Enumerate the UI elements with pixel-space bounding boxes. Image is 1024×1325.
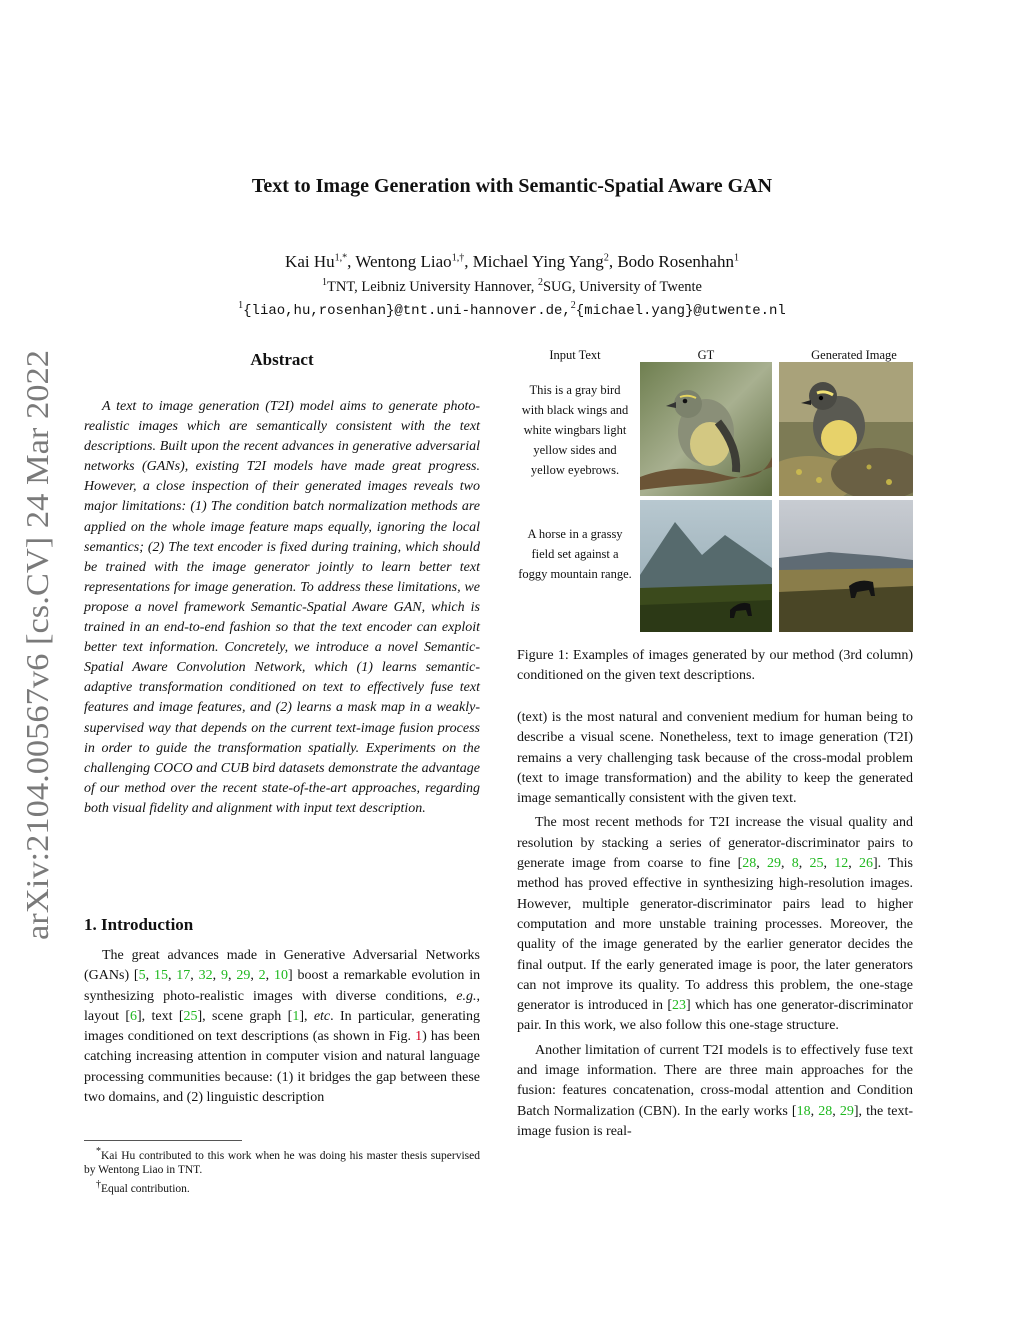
citation-link[interactable]: 28 xyxy=(742,856,757,872)
figure-col-header-generated: Generated Image xyxy=(811,348,897,362)
footnote-1: *Kai Hu contributed to this work when he was doing his master thesis supervised by Wentong Liao in TNT. xyxy=(84,1146,480,1177)
intro-paragraph: The great advances made in Generative Adversarial Networks (GANs) [5, 15, 17, 32, 9, 29, 2, 10] boost a remarkable evolution in synthesizing photo-realistic images with diverse conditions, e.g., layout [6], text [25], scene graph [1], etc. In particular, generating images conditioned on text descriptions (as shown in Fig. 1) has been catching increasing attention in computer vision and natural language processing communities because: (1) it bridges the gap between these two domains, and (2) linguistic description xyxy=(84,948,481,1106)
citation-link[interactable]: 25 xyxy=(809,856,824,872)
paper-title: Text to Image Generation with Semantic-Spatial Aware GAN xyxy=(251,175,773,197)
footnotes xyxy=(84,1145,480,1196)
citation-link[interactable]: 26 xyxy=(858,856,873,872)
right-paragraph: The most recent methods for T2I increase the visual quality and resolution by stacking a series of generator-discriminator pairs to generate image from coarse to fine [28, 29, 8, 25, 12, 26]. This method has proved effective in synthesizing high-resolution images. However, multiple generator-discriminator pairs lead to higher computation and more unstable training processes. Moreover, the quality of the image generated by the earlier generator decides the final output. If the early generated image is poor, the later generators can not improve its quality. To address this problem, the one-stage generator is introduced in [23] which has one generator-discriminator pair. In this work, we also follow this one-stage structure. xyxy=(517,815,913,1034)
footnote-rule xyxy=(84,1140,242,1141)
author-name: Michael Ying Yang xyxy=(472,252,604,271)
citation-link[interactable]: 29 xyxy=(839,1103,854,1119)
citation-link[interactable]: 32 xyxy=(198,968,213,984)
citation-link[interactable]: 6 xyxy=(130,1008,137,1024)
arxiv-id: arXiv:2104.00567v6 [cs.CV] 24 Mar 2022 xyxy=(19,392,55,940)
abstract-body xyxy=(84,397,480,819)
footnote-2: †Equal contribution. xyxy=(96,1179,190,1195)
citation-link[interactable]: 28 xyxy=(818,1103,833,1119)
email-group[interactable]: {michael.yang}@utwente.nl xyxy=(575,302,786,319)
author-sup: 1,† xyxy=(451,252,465,264)
figure-image-bird-generated xyxy=(779,362,913,496)
citation-link[interactable]: 29 xyxy=(236,968,251,984)
affil-sup: 2 xyxy=(537,277,543,288)
section-heading-introduction: 1. Introduction xyxy=(84,915,194,934)
figure-image-horse-gt xyxy=(640,500,772,632)
figure-row2-text: A horse in a grassy field set against a foggy mountain range. xyxy=(518,527,632,581)
figure-image-horse-generated xyxy=(779,500,913,632)
citation-link[interactable]: 9 xyxy=(220,968,228,984)
author-sup: 1,* xyxy=(334,252,348,264)
abstract-heading: Abstract xyxy=(250,350,314,369)
intro-body xyxy=(84,946,480,1108)
citation-link[interactable]: 12 xyxy=(834,856,849,872)
figure-col-header-input: Input Text xyxy=(549,348,601,362)
citation-link[interactable]: 1 xyxy=(292,1008,300,1024)
email-group[interactable]: {liao,hu,rosenhan}@tnt.uni-hannover.de, xyxy=(243,302,571,319)
figure-row1-text: This is a gray bird with black wings and white wingbars light yellow sides and yellow eyebrows. xyxy=(521,383,629,477)
author-name: Wentong Liao xyxy=(355,252,452,271)
author-sup: 2 xyxy=(603,252,609,264)
affil-text: TNT, Leibniz University Hannover, xyxy=(327,278,538,295)
right-paragraph: Another limitation of current T2I models is to effectively fuse text and image information. There are three main approaches for the fusion: features concatenation, cross-modal attention and Condition Batch Normalization (CBN). In the early works [18, 28, 29], the text-image fusion is real- xyxy=(517,1042,914,1139)
affiliations xyxy=(0,277,1024,296)
abstract-text: A text to image generation (T2I) model aims to generate photo-realistic images which are semantically consistent with the text descriptions. Built upon the recent advances in generative adversarial networks (GANs), existing T2I models have made great progress. However, a close inspection of their generated images reveals two major limitations: (1) The condition batch normalization methods are applied on the whole image feature maps equally, ignoring the local semantics; (2) The text encoder is fixed during training, which should be trained with the image generator jointly to learn better text representations for image generation. To address these limitations, we propose a novel framework Semantic-Spatial Aware GAN, which is trained in an end-to-end fashion so that the text encoder can exploit better text information. Concretely, we introduce a novel Semantic-Spatial Aware Convolution Network, which (1) learns semantic-adaptive transformation conditioned on text to effectively fuse text features and image features, and (2) learns a mask map in a weakly-supervised way that depends on the current text-image fusion process in order to guide the transformation spatially. Experiments on the challenging COCO and CUB bird datasets demonstrate the advantage of our method over the recent state-of-the-art approaches, regarding both visual fidelity and alignment with input text description. xyxy=(84,399,480,816)
figure-col-header-gt: GT xyxy=(697,348,715,362)
figure-ref-link[interactable]: 1 xyxy=(415,1029,423,1045)
affil-text: SUG, University of Twente xyxy=(542,278,702,295)
author-list: Kai $Hu^{1,*}$, Wentong Liao$^{1,\dagger}$, Michael Ying Yang$^2$, Bodo Rosenhahn$^1$ xyxy=(285,252,739,271)
citation-link[interactable]: 15 xyxy=(153,968,168,984)
email-line xyxy=(0,300,1024,319)
author-sup: 1 xyxy=(733,252,739,264)
citation-link[interactable]: 2 xyxy=(258,968,266,984)
citation-link[interactable]: 18 xyxy=(796,1103,811,1119)
citation-link[interactable]: 17 xyxy=(176,968,191,984)
author-name: Kai Hu xyxy=(285,252,335,271)
citation-link[interactable]: 29 xyxy=(767,856,782,872)
citation-link[interactable]: 8 xyxy=(791,856,799,872)
email-sup: 1 xyxy=(238,300,244,311)
right-column-body xyxy=(517,708,913,1146)
affil-sup: 1 xyxy=(322,277,328,288)
citation-link[interactable]: 25 xyxy=(183,1008,198,1024)
figure-image-bird-gt xyxy=(640,362,772,496)
figure-caption: Figure 1: Examples of images generated by our method (3rd column) conditioned on the given text descriptions. xyxy=(517,648,913,684)
citation-link[interactable]: 23 xyxy=(671,998,686,1014)
arxiv-stamp xyxy=(4,350,64,940)
citation-link[interactable]: 10 xyxy=(274,968,289,984)
right-paragraph: (text) is the most natural and convenient medium for human being to describe a visual scene. Nonetheless, text to image generation (T2I) remains a very challenging task because of the cross-modal problem (text to image transformation) and the ability to keep the generated image semantically consistent with the given text. xyxy=(517,710,913,807)
author-name: Bodo Rosenhahn xyxy=(617,252,734,271)
citation-link[interactable]: 5 xyxy=(138,968,146,984)
email-sup: 2 xyxy=(570,300,576,311)
